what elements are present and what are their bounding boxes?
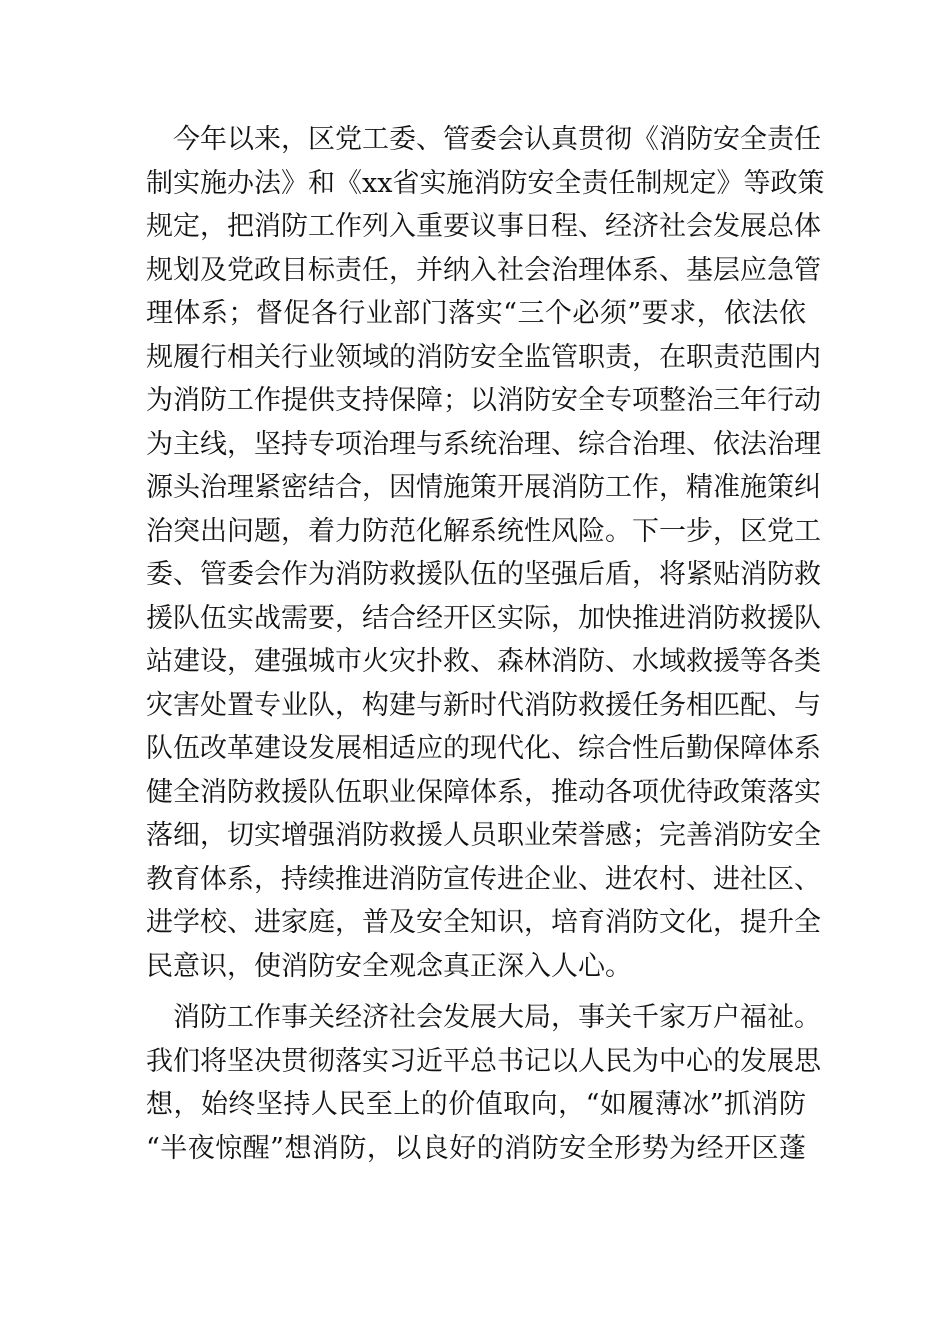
- text-line: 站建设，建强城市火灾扑救、森林消防、水域救援等各类: [146, 646, 821, 677]
- text-line: 健全消防救援队伍职业保障体系，推动各项优待政策落实: [146, 776, 821, 808]
- text-line: 队伍改革建设发展相适应的现代化、综合性后勤保障体系: [146, 733, 821, 764]
- text-line: 灾害处置专业队，构建与新时代消防救援任务相匹配、与: [146, 689, 821, 721]
- text-line: 委、管委会作为消防救援队伍的坚强后盾，将紧贴消防救: [146, 559, 821, 590]
- paragraph-1: [146, 118, 825, 988]
- text-line: 规履行相关行业领域的消防安全监管职责，在职责范围内: [146, 341, 821, 373]
- paragraph-2: [146, 996, 821, 1170]
- text-line: 进学校、进家庭，普及安全知识，培育消防文化，提升全: [146, 907, 821, 938]
- text-line: 民意识，使消防安全观念真正深入人心。: [146, 950, 632, 982]
- text-line: “半夜惊醒”想消防，以良好的消防安全形势为经开区蓬: [146, 1132, 806, 1164]
- text-line: 为主线，坚持专项治理与系统治理、综合治理、依法治理: [146, 428, 821, 460]
- text-line: 想，始终坚持人民至上的价值取向，“如履薄冰”抓消防: [146, 1089, 806, 1120]
- text-line: 今年以来，区党工委、管委会认真贯彻《消防安全责任: [146, 124, 821, 155]
- text-line: 治突出问题，着力防范化解系统性风险。下一步，区党工: [146, 515, 821, 547]
- document-body: [146, 118, 825, 1170]
- text-line: 为消防工作提供支持保障；以消防安全专项整治三年行动: [146, 385, 821, 416]
- text-line: 理体系；督促各行业部门落实“三个必须”要求，依法依: [146, 298, 806, 329]
- text-line: 援队伍实战需要，结合经开区实际，加快推进消防救援队: [146, 602, 821, 634]
- text-line: 我们将坚决贯彻落实习近平总书记以人民为中心的发展思: [146, 1045, 821, 1077]
- text-line: 源头治理紧密结合，因情施策开展消防工作，精准施策纠: [146, 472, 821, 503]
- text-line: 教育体系，持续推进消防宣传进企业、进农村、进社区、: [146, 863, 821, 895]
- text-line: 落细，切实增强消防救援人员职业荣誉感；完善消防安全: [146, 820, 821, 851]
- text-line: 制实施办法》和《xx省实施消防安全责任制规定》等政策: [146, 167, 825, 199]
- text-line: 规定，把消防工作列入重要议事日程、经济社会发展总体: [146, 211, 821, 242]
- text-line: 规划及党政目标责任，并纳入社会治理体系、基层应急管: [146, 254, 821, 286]
- text-line: 消防工作事关经济社会发展大局，事关千家万户福祉。: [146, 1002, 821, 1033]
